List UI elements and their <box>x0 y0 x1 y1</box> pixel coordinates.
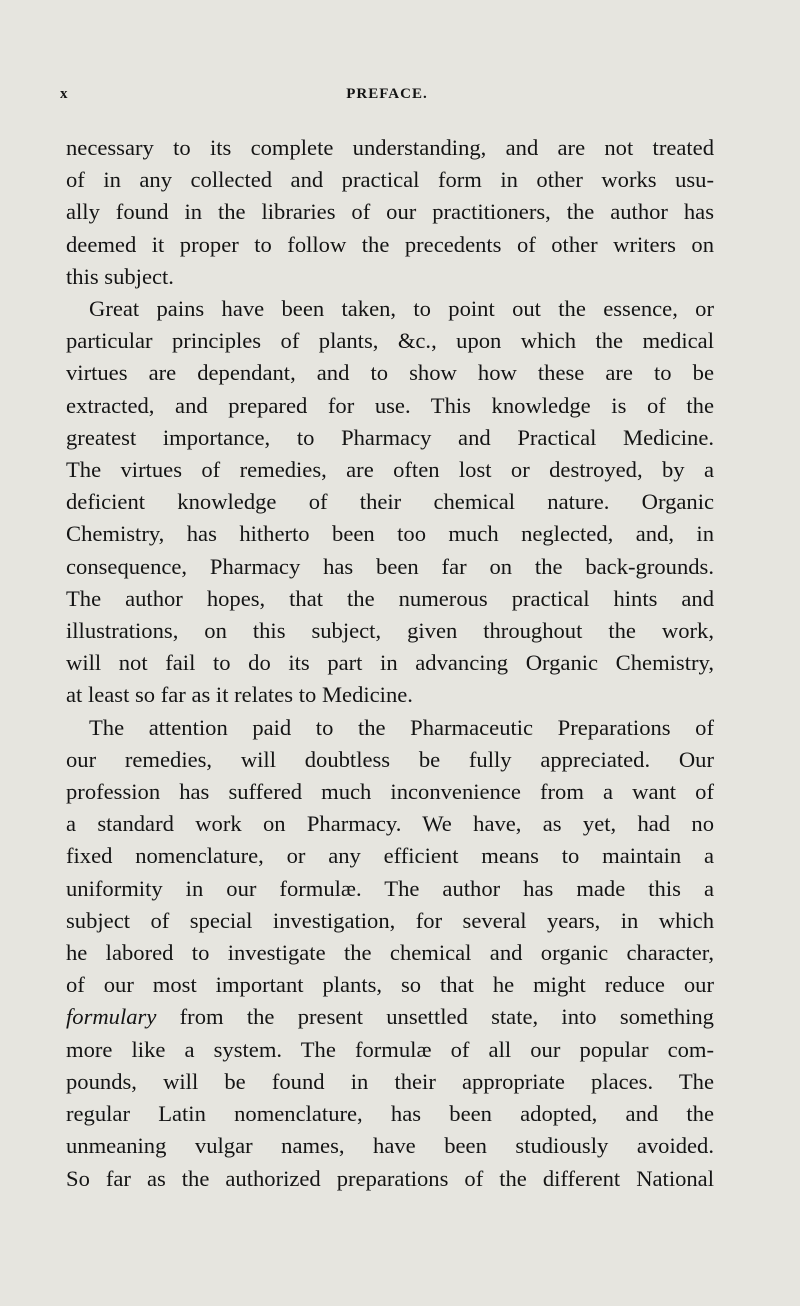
text-line: deficient knowledge of their chemical nature. Organic <box>66 489 714 515</box>
text-line: of in any collected and practical form in other works usu- <box>66 167 714 193</box>
text-line: at least so far as it relates to Medicine. <box>66 682 413 708</box>
text-line: more like a system. The formulæ of all our popular com- <box>66 1036 714 1062</box>
body-text <box>66 132 714 1195</box>
text-line: will not fail to do its part in advancing Organic Chemistry, <box>66 650 714 676</box>
text-line: he labored to investigate the chemical and organic character, <box>66 940 714 966</box>
text-line: of our most important plants, so that he might reduce our <box>66 972 714 998</box>
text-line <box>66 1001 714 1033</box>
text-line-rest: from the present unsettled state, into something <box>179 1004 714 1030</box>
text-line: Great pains have been taken, to point out the essence, or <box>89 296 714 322</box>
text-line: Chemistry, has hitherto been too much neglected, and, in <box>66 521 714 547</box>
page-header <box>60 86 714 112</box>
text-line: illustrations, on this subject, given throughout the work, <box>66 618 714 644</box>
text-line: profession has suffered much inconvenience from a want of <box>66 779 714 805</box>
text-line: extracted, and prepared for use. This knowledge is of the <box>66 392 714 418</box>
text-line: our remedies, will doubtless be fully appreciated. Our <box>66 746 714 772</box>
text-line: particular principles of plants, &c., upon which the medical <box>66 328 714 354</box>
text-line: greatest importance, to Pharmacy and Practical Medicine. <box>66 424 714 450</box>
text-line: regular Latin nomenclature, has been adopted, and the <box>66 1101 714 1127</box>
text-line: unmeaning vulgar names, have been studiously avoided. <box>66 1133 714 1159</box>
text-line: uniformity in our formulæ. The author has made this a <box>66 875 714 901</box>
text-line: fixed nomenclature, or any efficient means to maintain a <box>66 843 714 869</box>
text-line: The virtues of remedies, are often lost or destroyed, by a <box>66 457 714 483</box>
text-line: pounds, will be found in their appropriate places. The <box>66 1068 714 1094</box>
text-line: consequence, Pharmacy has been far on the back-grounds. <box>66 553 714 579</box>
text-line: deemed it proper to follow the precedents of other writers on <box>66 231 714 257</box>
text-line: ally found in the libraries of our practitioners, the author has <box>66 199 714 225</box>
text-line: subject of special investigation, for several years, in which <box>66 907 714 933</box>
text-line: necessary to its complete understanding, and are not treated <box>66 135 714 160</box>
text-line: this subject. <box>66 263 174 289</box>
italic-word: formulary <box>66 1004 157 1030</box>
text-line: The author hopes, that the numerous practical hints and <box>66 585 714 611</box>
running-head: PREFACE. <box>346 86 428 102</box>
text-line: So far as the authorized preparations of the different National <box>66 1165 714 1191</box>
page-number: x <box>60 86 68 102</box>
text-line: virtues are dependant, and to show how these are to be <box>66 360 714 386</box>
text-line: a standard work on Pharmacy. We have, as yet, had no <box>66 811 714 837</box>
text-line: The attention paid to the Pharmaceutic Preparations of <box>89 714 714 740</box>
